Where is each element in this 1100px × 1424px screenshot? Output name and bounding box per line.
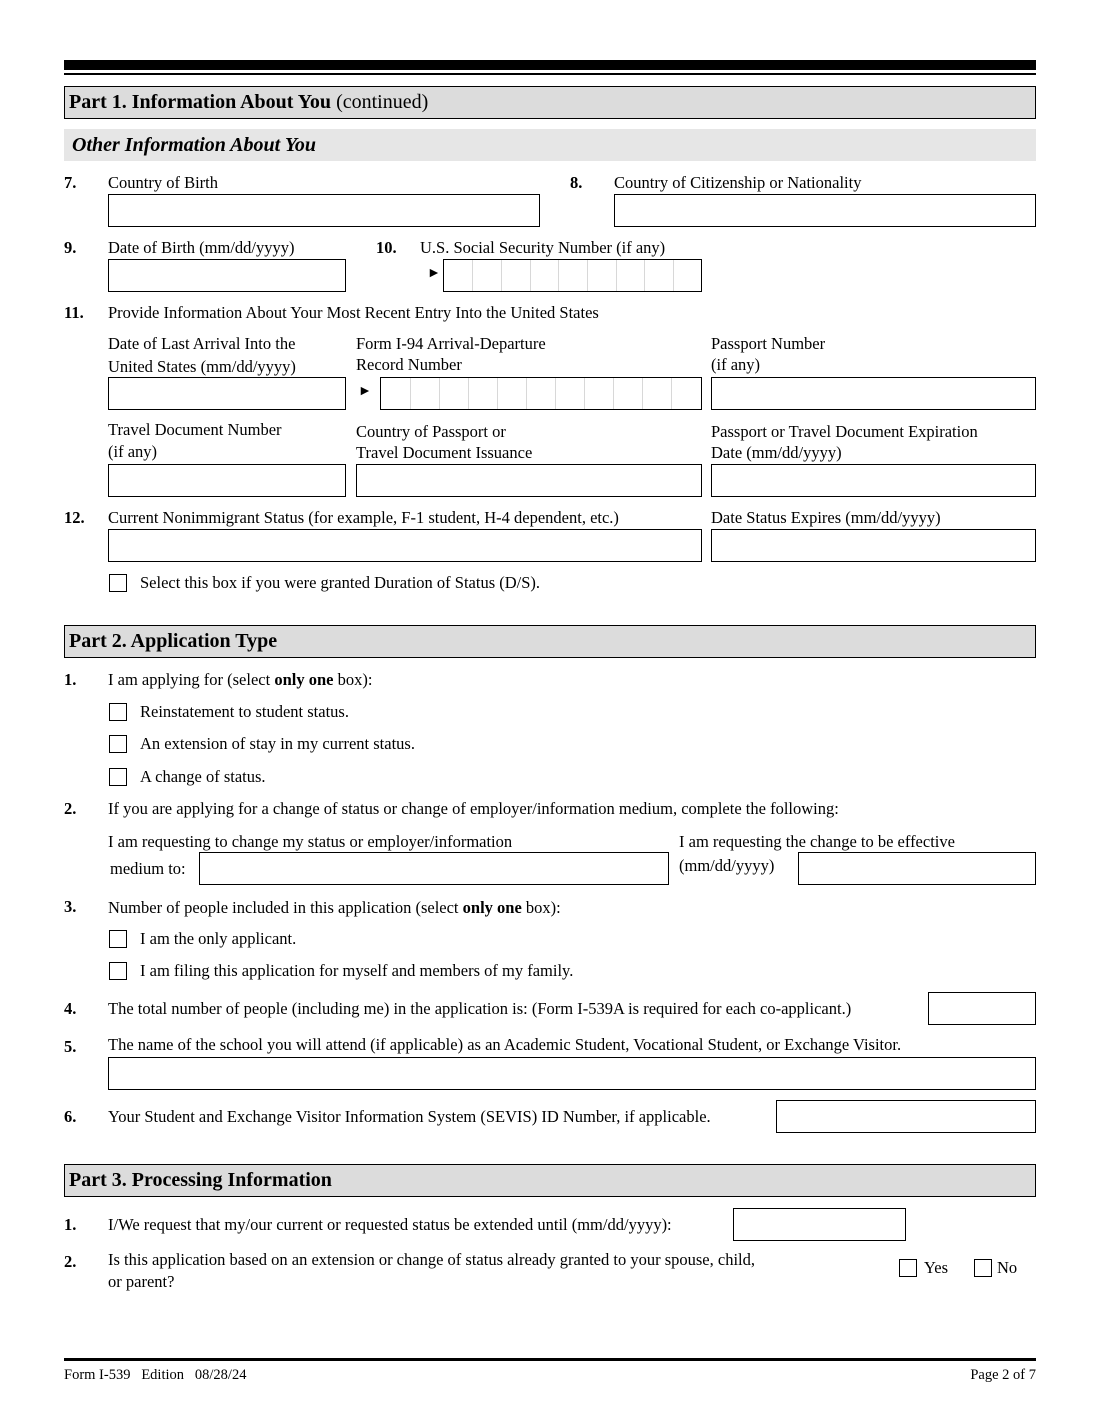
reinstatement-label: Reinstatement to student status. — [140, 702, 349, 721]
p3-q1-number: 1. — [64, 1215, 77, 1234]
p2-q5-label: The name of the school you will attend (if applicable) as an Academic Student, Vocational Student, or Exchange Visitor. — [108, 1035, 902, 1054]
footer-page-number: Page 2 of 7 — [970, 1367, 1036, 1383]
total-people-field[interactable] — [928, 992, 1036, 1025]
p3-q1-label: I/We request that my/our current or requested status be extended until (mm/dd/yyyy): — [108, 1215, 672, 1234]
extension-label: An extension of stay in my current status. — [140, 734, 415, 753]
nonimmigrant-status-field[interactable] — [108, 529, 702, 562]
p2-q3-label-post: box): — [521, 898, 561, 917]
part2-header — [64, 625, 1036, 658]
q7-label: Country of Birth — [108, 173, 218, 192]
p2-q6-number: 6. — [64, 1107, 77, 1126]
part3-header — [64, 1164, 1036, 1197]
change-of-status-checkbox[interactable] — [109, 768, 127, 786]
p2-q5-number: 5. — [64, 1037, 77, 1056]
status-expires-label: Date Status Expires (mm/dd/yyyy) — [711, 508, 941, 527]
p2-q3-label-bold: only one — [462, 898, 522, 917]
part2-header-title: Part 2. Application Type — [69, 630, 278, 652]
change-of-status-label: A change of status. — [140, 767, 266, 786]
extend-until-field[interactable] — [733, 1208, 906, 1241]
passport-number-label-2: (if any) — [711, 355, 761, 374]
q8-number: 8. — [570, 173, 583, 192]
q10-number: 10. — [376, 238, 397, 257]
q7-number: 7. — [64, 173, 77, 192]
expiry-date-label-1: Passport or Travel Document Expiration — [711, 422, 978, 441]
p2-q4-label: The total number of people (including me) in the application is: (Form I-539A is required for each co-applicant.) — [108, 999, 852, 1018]
p2-q6-label: Your Student and Exchange Visitor Information System (SEVIS) ID Number, if applicable. — [108, 1107, 711, 1126]
arrival-date-label-2: United States (mm/dd/yyyy) — [108, 357, 296, 376]
p2-q1-label-bold: only one — [274, 670, 334, 689]
date-of-birth-field[interactable] — [108, 259, 346, 292]
country-of-birth-field[interactable] — [108, 194, 540, 227]
school-name-field[interactable] — [108, 1057, 1036, 1090]
p3-q2-number: 2. — [64, 1252, 77, 1271]
effective-date-label-1: I am requesting the change to be effective — [679, 832, 955, 851]
p2-q1-label-pre: I am applying for (select — [108, 670, 275, 689]
q11-number: 11. — [64, 303, 84, 322]
part1-header — [64, 86, 1036, 119]
footer-rule — [64, 1358, 1036, 1361]
arrival-date-label-1: Date of Last Arrival Into the — [108, 334, 296, 353]
family-checkbox[interactable] — [109, 962, 127, 980]
extension-checkbox[interactable] — [109, 735, 127, 753]
ssn-arrow-icon: ► — [427, 266, 441, 281]
sevis-id-field[interactable] — [776, 1100, 1036, 1133]
arrival-date-field[interactable] — [108, 377, 346, 410]
part1-header-title: Part 1. Information About You — [69, 91, 332, 113]
footer-form-edition: Form I-539 Edition 08/28/24 — [64, 1367, 247, 1383]
i94-label-1: Form I-94 Arrival-Departure — [356, 334, 546, 353]
q12-number: 12. — [64, 508, 85, 527]
passport-number-field[interactable] — [711, 377, 1036, 410]
p2-q2-number: 2. — [64, 799, 77, 818]
q9-number: 9. — [64, 238, 77, 257]
only-applicant-checkbox[interactable] — [109, 930, 127, 948]
q9-label: Date of Birth (mm/dd/yyyy) — [108, 238, 295, 257]
passport-country-field[interactable] — [356, 464, 702, 497]
travel-doc-label-2: (if any) — [108, 442, 158, 461]
expiry-date-field[interactable] — [711, 464, 1036, 497]
q11-label: Provide Information About Your Most Recent Entry Into the United States — [108, 303, 599, 322]
p2-q4-number: 4. — [64, 999, 77, 1018]
q10-label: U.S. Social Security Number (if any) — [420, 238, 666, 257]
p2-q3-label — [108, 897, 561, 918]
effective-date-field[interactable] — [798, 852, 1036, 885]
p3-q2-label-1: Is this application based on an extension or change of status already granted to your spouse, child, — [108, 1250, 755, 1269]
i94-label-2: Record Number — [356, 355, 462, 374]
no-label: No — [997, 1258, 1018, 1277]
change-to-label-2: medium to: — [110, 859, 186, 878]
citizenship-field[interactable] — [614, 194, 1036, 227]
p2-q3-number: 3. — [64, 897, 77, 916]
change-to-label-1: I am requesting to change my status or employer/information — [108, 832, 513, 851]
ds-checkbox[interactable] — [109, 574, 127, 592]
part1-subheader: Other Information About You — [64, 129, 1036, 161]
expiry-date-label-2: Date (mm/dd/yyyy) — [711, 443, 842, 462]
no-checkbox[interactable] — [974, 1259, 992, 1277]
p2-q3-label-pre: Number of people included in this application (select — [108, 898, 463, 917]
part3-header-title: Part 3. Processing Information — [69, 1169, 332, 1191]
q12-label: Current Nonimmigrant Status (for example, F-1 student, H-4 dependent, etc.) — [108, 508, 619, 527]
travel-doc-label-1: Travel Document Number — [108, 420, 282, 439]
passport-country-label-2: Travel Document Issuance — [356, 443, 533, 462]
p3-q2-label-2: or parent? — [108, 1272, 175, 1291]
p2-q2-label: If you are applying for a change of status or change of employer/information medium, complete the following: — [108, 799, 839, 818]
top-rule-thick — [64, 60, 1036, 70]
ssn-field[interactable] — [443, 259, 702, 292]
i94-number-field[interactable] — [380, 377, 702, 410]
effective-date-label-2: (mm/dd/yyyy) — [679, 856, 775, 875]
yes-label: Yes — [924, 1258, 949, 1277]
only-applicant-label: I am the only applicant. — [140, 929, 297, 948]
p2-q1-label-post: box): — [333, 670, 373, 689]
top-rule-thin — [64, 73, 1036, 75]
p2-q1-number: 1. — [64, 670, 77, 689]
status-expires-field[interactable] — [711, 529, 1036, 562]
q8-label: Country of Citizenship or Nationality — [614, 173, 862, 192]
travel-doc-field[interactable] — [108, 464, 346, 497]
ds-label: Select this box if you were granted Duration of Status (D/S). — [140, 573, 541, 592]
passport-number-label-1: Passport Number — [711, 334, 826, 353]
passport-country-label-1: Country of Passport or — [356, 422, 506, 441]
p2-q1-label — [108, 669, 372, 690]
reinstatement-checkbox[interactable] — [109, 703, 127, 721]
family-label: I am filing this application for myself and members of my family. — [140, 961, 574, 980]
yes-checkbox[interactable] — [899, 1259, 917, 1277]
part1-header-continued: (continued) — [331, 91, 429, 113]
change-to-field[interactable] — [199, 852, 669, 885]
i94-arrow-icon: ► — [358, 384, 372, 399]
